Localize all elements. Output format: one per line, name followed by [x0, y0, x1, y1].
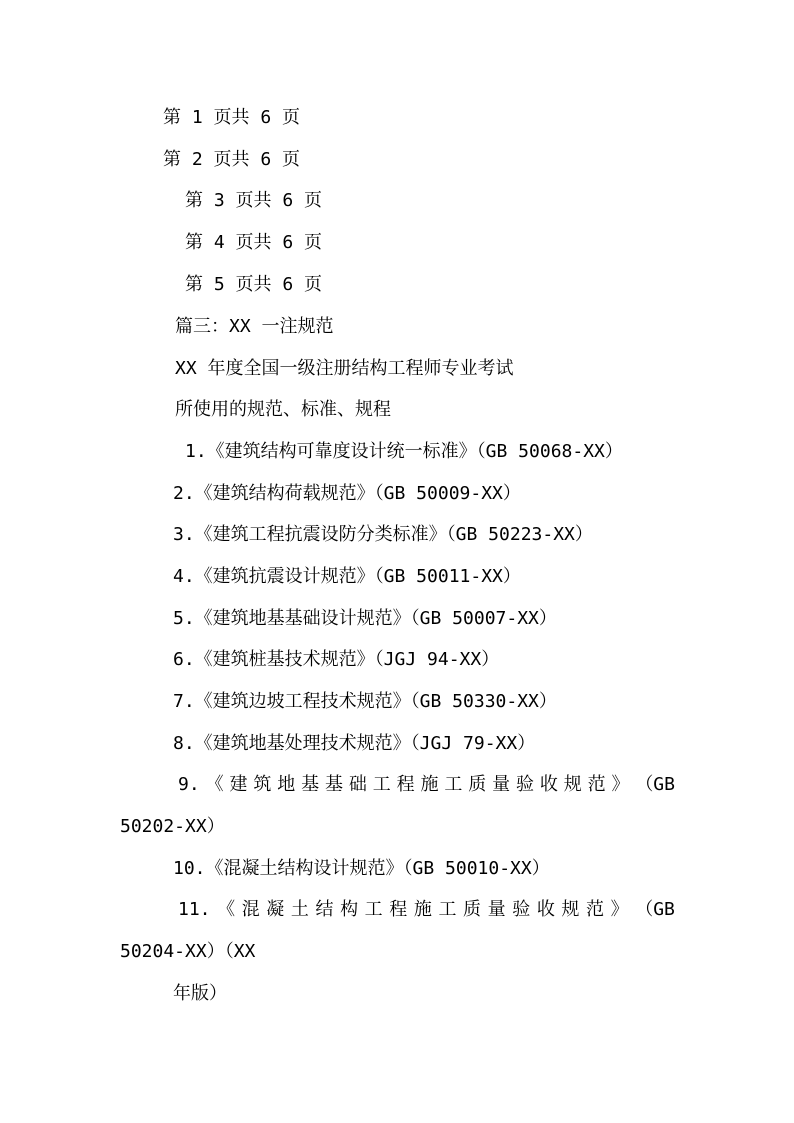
- item11-char: 范: [586, 899, 605, 920]
- list-item: 1.《建筑结构可靠度设计统一标准》（GB 50068-XX）: [185, 441, 623, 462]
- list-item: 2.《建筑结构荷载规范》（GB 50009-XX）: [173, 483, 521, 504]
- item11-char: 施: [413, 899, 432, 920]
- item11-char: 规: [561, 899, 580, 920]
- item9-char: 础: [348, 774, 367, 795]
- item11-char: 量: [487, 899, 506, 920]
- item9-char: 基: [324, 774, 343, 795]
- item11-char: （GB: [635, 899, 675, 920]
- item9-char: 验: [515, 774, 534, 795]
- page-marker-1: 第 1 页共 6 页: [163, 107, 301, 128]
- item11-char: 结: [315, 899, 334, 920]
- subtitle-line-1: XX 年度全国一级注册结构工程师专业考试: [175, 358, 514, 379]
- item11-char: 》: [610, 899, 629, 920]
- item11-char: 程: [389, 899, 408, 920]
- item9-char: 建: [229, 774, 248, 795]
- item11-char: 工: [364, 899, 383, 920]
- item11-char: 构: [340, 899, 359, 920]
- list-item-11-line-2: 50204-XX）（XX: [120, 941, 256, 962]
- item9-number: 9.: [178, 774, 200, 795]
- item9-char: 地: [277, 774, 296, 795]
- page-marker-5: 第 5 页共 6 页: [185, 274, 323, 295]
- item9-char: 收: [539, 774, 558, 795]
- item11-char: 混: [241, 899, 260, 920]
- item11-number: 11.: [178, 899, 211, 920]
- item9-char: 《: [205, 774, 224, 795]
- list-item: 3.《建筑工程抗震设防分类标准》（GB 50223-XX）: [173, 524, 593, 545]
- item11-char: 质: [463, 899, 482, 920]
- subtitle-line-2: 所使用的规范、标准、规程: [175, 399, 391, 420]
- item11-char: 《: [217, 899, 236, 920]
- list-item: 8.《建筑地基处理技术规范》（JGJ 79-XX）: [173, 733, 536, 754]
- item9-char: 基: [301, 774, 320, 795]
- item9-char: 质: [468, 774, 487, 795]
- item9-char: 》: [611, 774, 630, 795]
- item11-char: 工: [438, 899, 457, 920]
- list-item-9-line-2: 50202-XX）: [120, 816, 225, 837]
- item11-char: 凝: [266, 899, 285, 920]
- page-marker-4: 第 4 页共 6 页: [185, 232, 323, 253]
- item11-char: 土: [290, 899, 309, 920]
- item9-char: 量: [492, 774, 511, 795]
- item9-char: 筑: [253, 774, 272, 795]
- list-item: 7.《建筑边坡工程技术规范》（GB 50330-XX）: [173, 691, 557, 712]
- page-marker-2: 第 2 页共 6 页: [163, 149, 301, 170]
- item9-char: 施: [420, 774, 439, 795]
- item11-char: 验: [512, 899, 531, 920]
- list-item-10: 10.《混凝土结构设计规范》（GB 50010-XX）: [173, 858, 550, 879]
- item9-char: （GB: [635, 774, 675, 795]
- item9-char: 程: [396, 774, 415, 795]
- item9-char: 规: [563, 774, 582, 795]
- list-item-11-line-1: [178, 898, 675, 922]
- section-title: 篇三：XX 一注规范: [175, 316, 334, 337]
- list-item: 5.《建筑地基基础设计规范》（GB 50007-XX）: [173, 608, 557, 629]
- list-item: 6.《建筑桩基技术规范》（JGJ 94-XX）: [173, 649, 500, 670]
- list-item: 4.《建筑抗震设计规范》（GB 50011-XX）: [173, 566, 521, 587]
- item11-char: 收: [536, 899, 555, 920]
- item9-char: 范: [587, 774, 606, 795]
- page-marker-3: 第 3 页共 6 页: [185, 190, 323, 211]
- list-item-9-line-1: [178, 773, 675, 797]
- item9-char: 工: [444, 774, 463, 795]
- list-item-11-line-3: 年版）: [173, 983, 227, 1004]
- item9-char: 工: [372, 774, 391, 795]
